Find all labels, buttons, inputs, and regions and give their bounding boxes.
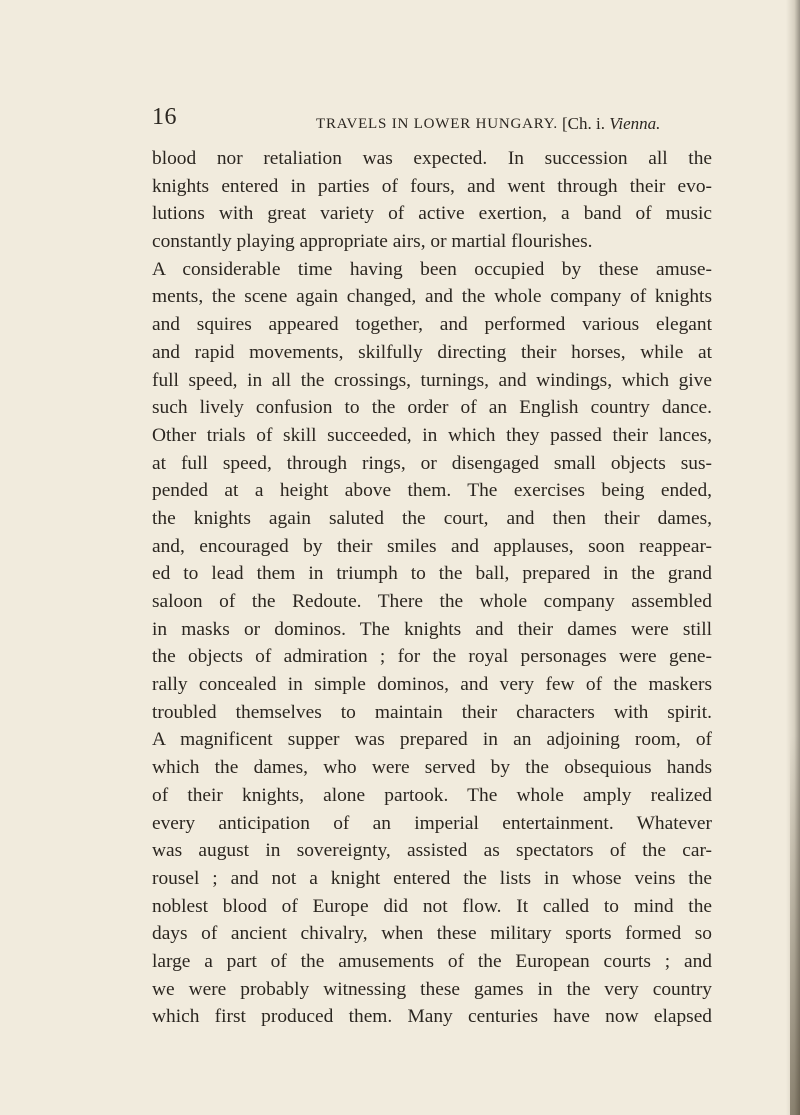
- text-line: which first produced them. Many centuries have now elapsed: [152, 1006, 712, 1028]
- page-number: 16: [152, 104, 177, 130]
- text-line: knights entered in parties of fours, and went through their evo-: [152, 175, 712, 197]
- text-line: rally concealed in simple dominos, and very few of the maskers: [152, 674, 712, 696]
- text-line: in masks or dominos. The knights and their dames were still: [152, 618, 712, 640]
- text-line: was august in sovereignty, assisted as spectators of the car-: [152, 840, 712, 862]
- text-line: large a part of the amusements of the European courts ; and: [152, 950, 712, 972]
- text-line: days of ancient chivalry, when these military sports formed so: [152, 923, 712, 945]
- page-edge-shadow-bottom: [790, 735, 800, 1115]
- text-line: which the dames, who were served by the obsequious hands: [152, 757, 712, 779]
- page-header: [152, 104, 712, 134]
- text-line: pended at a height above them. The exercises being ended,: [152, 480, 712, 502]
- text-line: full speed, in all the crossings, turnings, and windings, which give: [152, 369, 712, 391]
- chapter-prefix: [Ch. i.: [562, 114, 610, 133]
- text-line: A considerable time having been occupied by these amuse-: [152, 258, 712, 280]
- text-line: such lively confusion to the order of an English country dance.: [152, 397, 712, 419]
- text-line: every anticipation of an imperial entertainment. Whatever: [152, 812, 712, 834]
- text-line: and rapid movements, skilfully directing their horses, while at: [152, 341, 712, 363]
- text-line: ed to lead them in triumph to the ball, prepared in the grand: [152, 563, 712, 585]
- text-line: saloon of the Redoute. There the whole company assembled: [152, 591, 712, 612]
- text-line: noblest blood of Europe did not flow. It called to mind the: [152, 895, 712, 917]
- chapter-reference: [562, 114, 660, 134]
- text-line: and, encouraged by their smiles and applauses, soon reappear-: [152, 535, 712, 557]
- text-line: rousel ; and not a knight entered the lists in whose veins the: [152, 867, 712, 889]
- text-line: at full speed, through rings, or disengaged small objects sus-: [152, 452, 712, 474]
- text-line: we were probably witnessing these games in the very country: [152, 978, 712, 1000]
- text-line: Other trials of skill succeeded, in which they passed their lances,: [152, 424, 712, 446]
- text-line: constantly playing appropriate airs, or martial flourishes.: [152, 231, 593, 253]
- chapter-place: Vienna.: [609, 114, 661, 133]
- text-line: of their knights, alone partook. The whole amply realized: [152, 784, 712, 806]
- running-head: TRAVELS IN LOWER HUNGARY.: [316, 116, 558, 132]
- text-line: and squires appeared together, and performed various elegant: [152, 314, 712, 336]
- text-line: ments, the scene again changed, and the whole company of knights: [152, 286, 712, 308]
- body-text: [152, 145, 712, 1031]
- text-line: A magnificent supper was prepared in an adjoining room, of: [152, 729, 712, 751]
- text-line: blood nor retaliation was expected. In succession all the: [152, 148, 712, 169]
- text-line: lutions with great variety of active exertion, a band of music: [152, 203, 712, 225]
- text-line: the knights again saluted the court, and then their dames,: [152, 507, 712, 529]
- text-line: troubled themselves to maintain their characters with spirit.: [152, 701, 712, 723]
- text-line: the objects of admiration ; for the royal personages were gene-: [152, 646, 712, 668]
